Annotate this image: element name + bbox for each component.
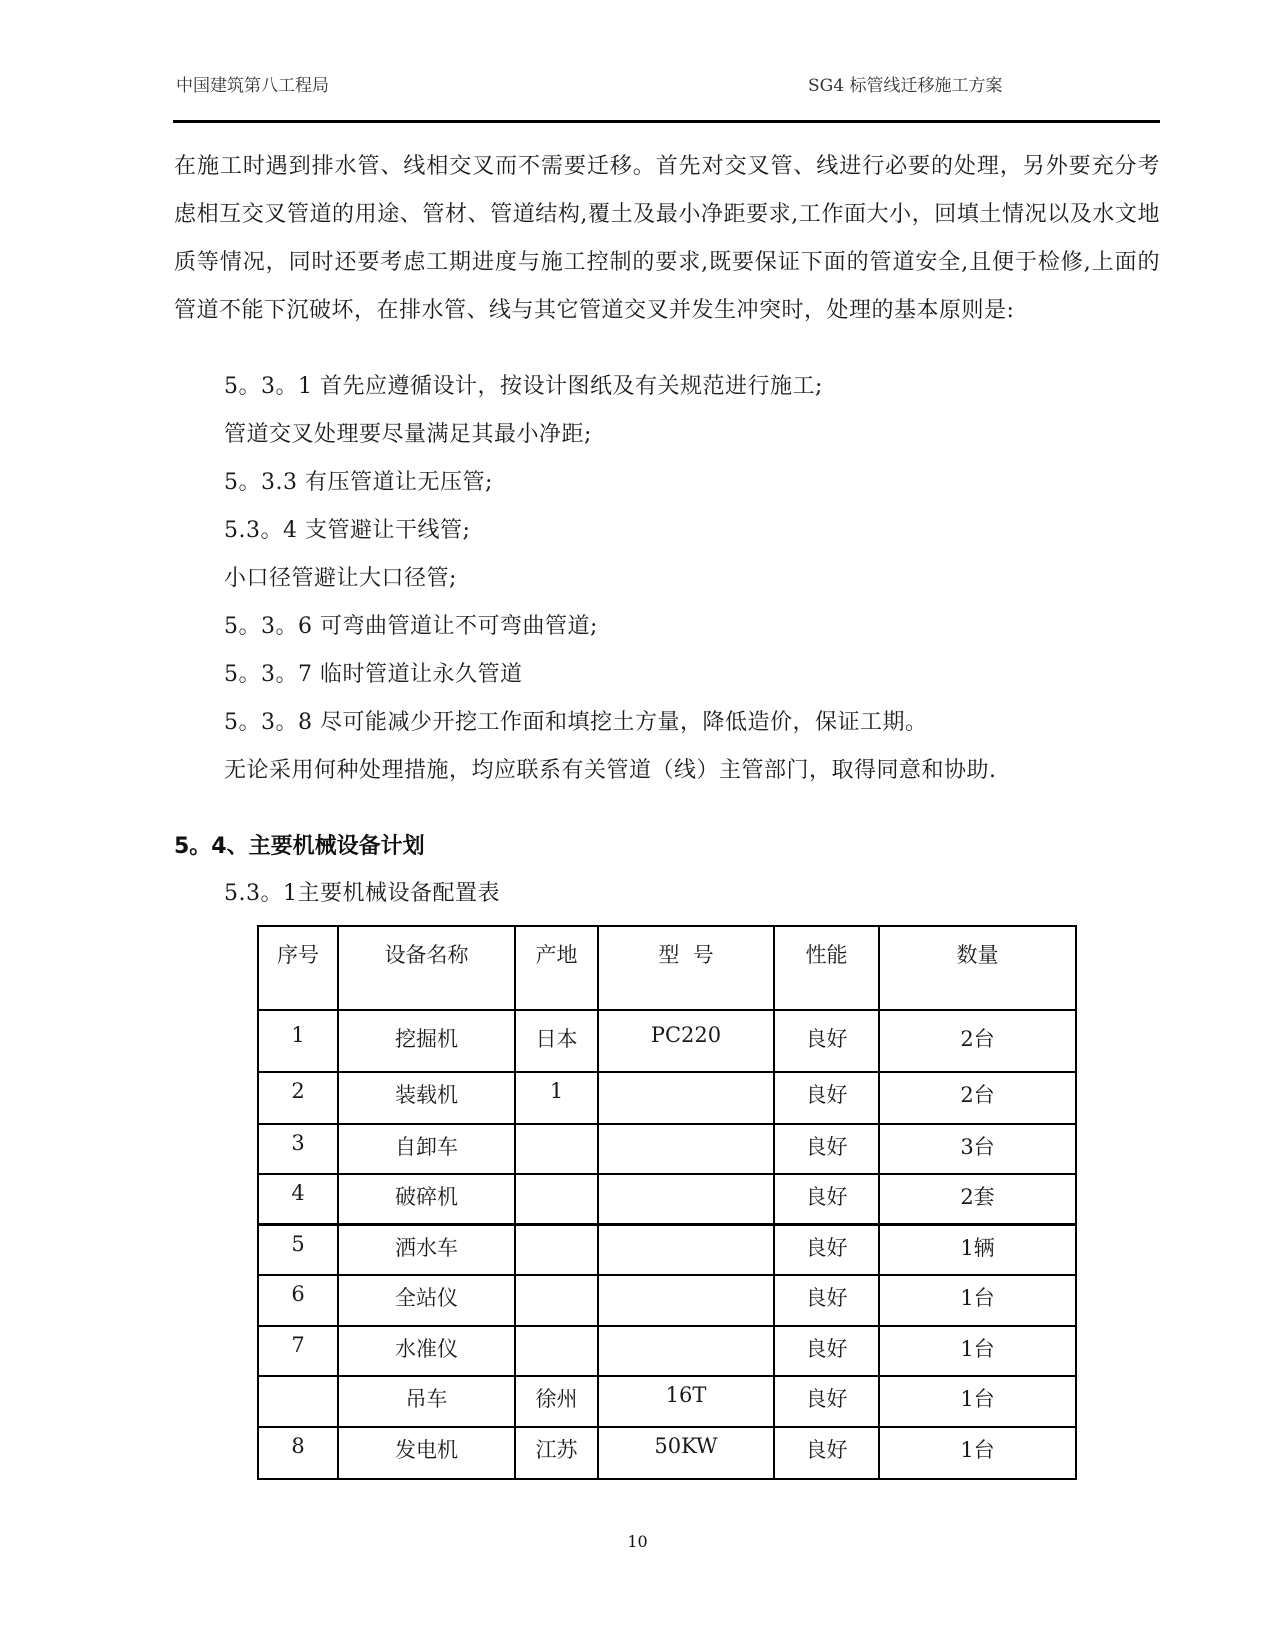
header-cell-quantity: 数量	[879, 926, 1076, 1010]
cell-index: 5	[258, 1224, 338, 1275]
cell-index: 7	[258, 1326, 338, 1376]
section-heading: 5。4、主要机械设备计划	[174, 834, 425, 859]
cell-index: 4	[258, 1174, 338, 1224]
header-cell-model: 型 号	[598, 926, 774, 1010]
table-row	[258, 1072, 1076, 1124]
cell-model	[598, 1124, 774, 1174]
cell-condition: 良好	[774, 1427, 879, 1479]
cell-model	[598, 1224, 774, 1275]
cell-index: 8	[258, 1427, 338, 1479]
principle-item: 5。3.3 有压管道让无压管;	[224, 470, 493, 495]
cell-quantity: 2套	[879, 1174, 1076, 1224]
cell-model	[598, 1072, 774, 1124]
cell-condition: 良好	[774, 1224, 879, 1275]
table-row	[258, 1124, 1076, 1174]
cell-model: PC220	[598, 1010, 774, 1072]
table-caption: 5.3。1主要机械设备配置表	[224, 881, 500, 906]
intro-paragraph: 在施工时遇到排水管、线相交叉而不需要迁移。首先对交叉管、线进行必要的处理，另外要充分考虑相互交叉管道的用途、管材、管道结构,覆土及最小净距要求,工作面大小，回填土情况以及水文地质等情况，同时还要考虑工期进度与施工控制的要求,既要保证下面的管道安全,且便于检修,上面的管道不能下沉破坏，在排水管、线与其它管道交叉并发生冲突时，处理的基本原则是:	[174, 154, 1160, 323]
cell-name: 洒水车	[338, 1224, 515, 1275]
cell-model	[598, 1326, 774, 1376]
table-header-row	[258, 926, 1076, 1010]
equipment-table	[257, 925, 1077, 1480]
header-cell-name: 设备名称	[338, 926, 515, 1010]
cell-origin	[515, 1224, 598, 1275]
header-cell-index: 序号	[258, 926, 338, 1010]
cell-quantity: 1台	[879, 1275, 1076, 1326]
cell-index: 2	[258, 1072, 338, 1124]
table-row	[258, 1326, 1076, 1376]
cell-origin	[515, 1326, 598, 1376]
cell-origin	[515, 1174, 598, 1224]
principle-item: 5。3。8 尽可能减少开挖工作面和填挖土方量，降低造价，保证工期。	[224, 710, 928, 735]
cell-model: 16T	[598, 1376, 774, 1427]
cell-name: 自卸车	[338, 1124, 515, 1174]
cell-model	[598, 1275, 774, 1326]
principle-item: 管道交叉处理要尽量满足其最小净距;	[224, 422, 592, 447]
cell-origin	[515, 1275, 598, 1326]
cell-index: 1	[258, 1010, 338, 1072]
principle-item: 5。3。7 临时管道让永久管道	[224, 662, 523, 687]
cell-quantity: 1辆	[879, 1224, 1076, 1275]
cell-name: 破碎机	[338, 1174, 515, 1224]
cell-model: 50KW	[598, 1427, 774, 1479]
cell-quantity: 1台	[879, 1427, 1076, 1479]
header-cell-origin: 产地	[515, 926, 598, 1010]
cell-condition: 良好	[774, 1326, 879, 1376]
principle-item: 5。3。1 首先应遵循设计，按设计图纸及有关规范进行施工;	[224, 374, 823, 399]
table-row	[258, 1376, 1076, 1427]
cell-quantity: 1台	[879, 1376, 1076, 1427]
cell-quantity: 2台	[879, 1010, 1076, 1072]
cell-condition: 良好	[774, 1124, 879, 1174]
cell-name: 全站仪	[338, 1275, 515, 1326]
cell-quantity: 2台	[879, 1072, 1076, 1124]
principle-item: 5。3。6 可弯曲管道让不可弯曲管道;	[224, 614, 598, 639]
cell-condition: 良好	[774, 1072, 879, 1124]
cell-origin: 日本	[515, 1010, 598, 1072]
cell-name: 发电机	[338, 1427, 515, 1479]
cell-name: 装载机	[338, 1072, 515, 1124]
table-row	[258, 1427, 1076, 1479]
cell-quantity: 1台	[879, 1326, 1076, 1376]
cell-name: 挖掘机	[338, 1010, 515, 1072]
header-organization: 中国建筑第八工程局	[176, 76, 329, 96]
table-row	[258, 1010, 1076, 1072]
cell-index	[258, 1376, 338, 1427]
cell-name: 水准仪	[338, 1326, 515, 1376]
cell-model	[598, 1174, 774, 1224]
cell-quantity: 3台	[879, 1124, 1076, 1174]
header-rule	[173, 120, 1160, 123]
header-document-title: SG4 标管线迁移施工方案	[808, 76, 1003, 96]
cell-condition: 良好	[774, 1275, 879, 1326]
cell-origin	[515, 1124, 598, 1174]
cell-condition: 良好	[774, 1174, 879, 1224]
table-row	[258, 1275, 1076, 1326]
table-row	[258, 1174, 1076, 1224]
page-number: 10	[627, 1532, 648, 1551]
cell-origin: 江苏	[515, 1427, 598, 1479]
cell-condition: 良好	[774, 1376, 879, 1427]
cell-name: 吊车	[338, 1376, 515, 1427]
closing-note: 无论采用何种处理措施，均应联系有关管道（线）主管部门，取得同意和协助.	[224, 758, 997, 783]
cell-condition: 良好	[774, 1010, 879, 1072]
principle-item: 5.3。4 支管避让干线管;	[224, 518, 471, 543]
cell-origin: 徐州	[515, 1376, 598, 1427]
header-cell-condition: 性能	[774, 926, 879, 1010]
cell-index: 6	[258, 1275, 338, 1326]
cell-origin: 1	[515, 1072, 598, 1124]
table-row	[258, 1224, 1076, 1275]
principle-item: 小口径管避让大口径管;	[224, 566, 457, 591]
cell-index: 3	[258, 1124, 338, 1174]
